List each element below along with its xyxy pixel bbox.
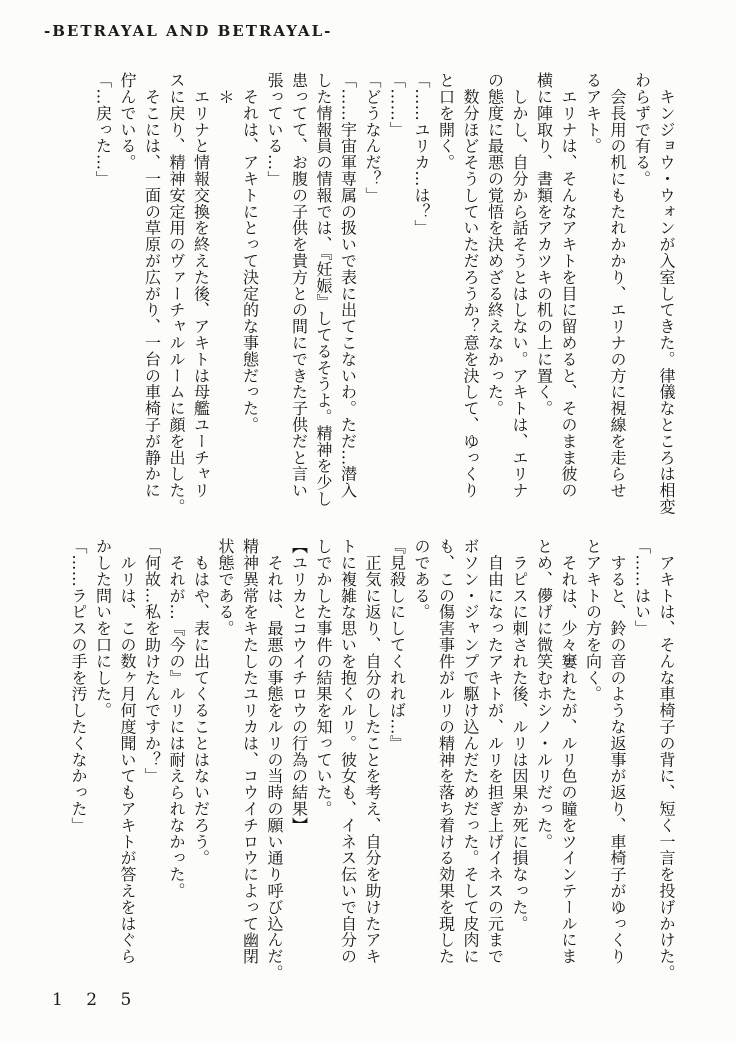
text-line: ラピスに刺された後、ルリは因果か死に損なった。: [510, 538, 529, 932]
text-line: 【ユリカとコウイチロウの行為の結果】: [289, 538, 309, 834]
text-line: とめ、儚げに微笑むホシノ・ルリだった。: [534, 538, 554, 850]
text-line: 患ってて、お腹の子供を貴方との間にできた子供だと言い: [289, 72, 309, 499]
text-line: るアキト。: [583, 72, 603, 154]
text-line: 「……ユリカ…は？」: [412, 72, 431, 236]
text-line: 「…戻った…」: [93, 72, 113, 187]
text-line: しでかした事件の結果を知っていた。: [314, 538, 333, 817]
text-line: 状態である。: [216, 538, 235, 637]
text-line: そこには、一面の草原が広がり、一台の車椅子が静かに: [142, 72, 162, 499]
text-line: ボソン・ジャンプで駆け込んだためだった。そして皮肉に: [461, 538, 480, 965]
text-line: アキトは、そんな車椅子の背に、短く一言を投げかけた。: [657, 538, 676, 981]
text-line: 自由になったアキトが、ルリを担ぎ上げイネスの元まで: [485, 538, 505, 965]
text-line: かした問いを口にした。: [93, 538, 113, 719]
text-line: のである。: [412, 538, 431, 620]
text-line: も、この傷害事件がルリの精神を落ち着ける効果を現した: [436, 538, 456, 965]
text-line: ＊: [216, 72, 235, 105]
text-line: 精神異常をキたしたユリカは、コウイチロウによって幽閉: [240, 538, 260, 965]
text-line: 佇んでいる。: [118, 72, 137, 171]
running-header: -BETRAYAL AND BETRAYAL-: [44, 22, 333, 40]
text-line: それは、最悪の事態をルリの当時の願い通り呼び込んだ。: [265, 538, 284, 981]
text-line: それは、少々窶れたが、ルリ色の瞳をツインテールにま: [559, 538, 578, 965]
text-line: 「……ラピスの手を汚したくなかった」: [69, 538, 88, 834]
text-line: と口を開く。: [436, 72, 456, 171]
text-line: の態度に最悪の覚悟を決めざる終えなかった。: [485, 72, 505, 417]
text-line: 「……はい」: [632, 538, 652, 637]
text-line: した情報員の情報では、『妊娠』してるそうよ。精神を少し: [314, 72, 333, 507]
text-line: 横に陣取り、書類をアカツキの机の上に置く。: [534, 72, 554, 417]
text-line: スに戻り、精神安定用のヴァーチャルルームに顔を出した。: [167, 72, 186, 515]
text-line: エリナは、そんなアキトを目に留めると、そのまま彼の: [559, 72, 578, 499]
text-line: 「何故…私を助けたんですか？」: [142, 538, 162, 784]
text-line: ルリは、この数ヶ月何度聞いてもアキトが答えをはぐら: [118, 538, 137, 965]
text-line: わらずで有る。: [632, 72, 652, 187]
text-line: 「どうなんだ？」: [363, 72, 382, 204]
text-line: キンジョウ・ウォンが入室してきた。律儀なところは相変: [657, 72, 676, 515]
text-line: 会長用の机にもたれかかり、エリナの方に視線を走らせ: [608, 72, 627, 499]
text-line: それが…『今の』ルリには耐えられなかった。: [167, 538, 186, 899]
text-line: すると、鈴の音のような返事が返り、車椅子がゆっくり: [608, 538, 627, 965]
text-line: 張っている…」: [265, 72, 284, 187]
text-line: とアキトの方を向く。: [583, 538, 603, 702]
text-line: エリナと情報交換を終えた後、アキトは母艦ユーチャリ: [191, 72, 211, 499]
top-text-block: [90, 72, 678, 515]
text-line: 「……宇宙軍専属の扱いで表に出てこないわ。ただ…潜入: [338, 72, 358, 499]
text-line: 『見殺しにしてくれれば…』: [387, 538, 407, 752]
text-line: しかし、自分から話そうとはしない。アキトは、エリナ: [510, 72, 529, 499]
bottom-text-block: [66, 538, 679, 992]
text-line: トに複雑な思いを抱くルリ。彼女も、イネス伝いで自分の: [338, 538, 358, 965]
text-line: 「……」: [387, 72, 407, 138]
text-line: 数分ほどそうしていただろうか？意を決して、ゆっくり: [461, 72, 480, 499]
text-line: もはや、表に出てくることはないだろう。: [191, 538, 211, 866]
page-number: 1 2 5: [52, 990, 141, 1010]
text-line: それは、アキトにとって決定的な事態だった。: [240, 72, 260, 433]
text-line: 正気に返り、自分のしたことを考え、自分を助けたアキ: [363, 538, 382, 965]
